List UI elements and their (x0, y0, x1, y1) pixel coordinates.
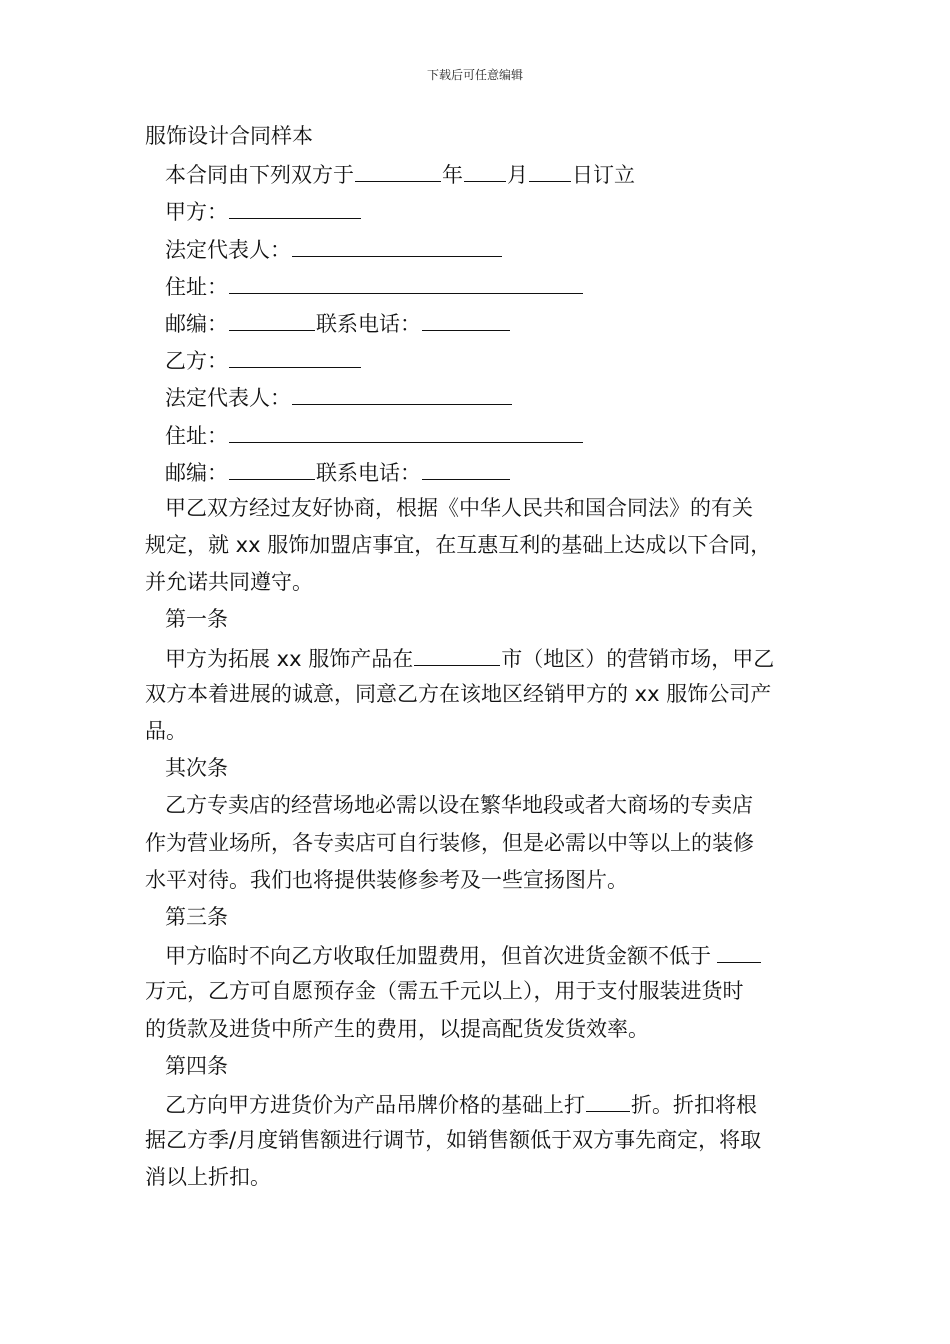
article3-line-1 (145, 936, 810, 973)
party-a-address-line (145, 267, 810, 304)
article2-line-2: 作为营业场所，各专卖店可自行装修，但是必需以中等以上的装修 (145, 830, 754, 855)
party-b-address-blank[interactable] (229, 416, 583, 443)
article4-line1-suffix: 折。折扣将根 (631, 1092, 757, 1117)
year-blank[interactable] (355, 155, 441, 182)
article2-line-1: 乙方专卖店的经营场地必需以设在繁华地段或者大商场的专卖店 (165, 793, 753, 818)
month-blank[interactable] (464, 155, 506, 182)
party-b-postcode-line (145, 453, 810, 490)
article1-line-1 (145, 639, 810, 676)
party-b-rep-line (145, 378, 810, 415)
discount-blank[interactable] (586, 1085, 630, 1112)
article1-line-3: 品。 (145, 719, 187, 743)
article4-line1-prefix: 乙方向甲方进货价为产品吊牌价格的基础上打 (165, 1092, 585, 1117)
party-a-line (145, 192, 810, 229)
page-header-note: 下载后可任意编辑 (426, 68, 523, 82)
party-a-blank[interactable] (229, 192, 361, 219)
article3-line-3: 的货款及进货中所产生的费用，以提高配货发货效率。 (145, 1016, 649, 1041)
day-blank[interactable] (529, 155, 571, 182)
party-b-phone-label: 联系电话： (316, 460, 421, 485)
intro-year: 年 (442, 163, 463, 188)
party-a-address-label: 住址： (165, 274, 228, 299)
preamble-line-3: 并允诺共同遵守。 (145, 570, 313, 595)
article3-line-2: 万元，乙方可自愿预存金（需五千元以上），用于支付服装进货时 (145, 979, 744, 1004)
intro-prefix: 本合同由下列双方于 (165, 163, 354, 188)
party-b-postcode-blank[interactable] (229, 453, 315, 480)
intro-line (145, 155, 810, 192)
preamble-line-1: 甲乙双方经过友好协商，根据《中华人民共和国合同法》的有关 (165, 495, 753, 520)
intro-month: 月 (507, 163, 528, 188)
party-b-phone-blank[interactable] (422, 453, 510, 480)
party-b-postcode-label: 邮编： (165, 460, 228, 485)
party-a-postcode-line (145, 304, 810, 341)
article1-line1-prefix: 甲方为拓展 xx 服饰产品在 (165, 646, 414, 671)
article1-line-2: 双方本着进展的诚意，同意乙方在该地区经销甲方的 xx 服饰公司产 (145, 681, 772, 706)
party-a-label: 甲方： (165, 200, 228, 225)
party-a-address-blank[interactable] (229, 267, 583, 294)
party-a-rep-label: 法定代表人： (165, 237, 291, 262)
document-title: 服饰设计合同样本 (145, 124, 313, 148)
article4-line-3: 消以上折扣。 (145, 1165, 271, 1190)
party-b-address-label: 住址： (165, 423, 228, 448)
preamble-line-2: 规定，就 xx 服饰加盟店事宜，在互惠互利的基础上达成以下合同， (145, 533, 772, 558)
article1-line1-suffix: 市（地区）的营销市场，甲乙 (501, 646, 775, 671)
city-blank[interactable] (414, 639, 500, 666)
intro-day: 日订立 (572, 163, 635, 188)
article3-heading: 第三条 (165, 904, 228, 929)
party-a-rep-blank[interactable] (292, 230, 502, 257)
party-a-phone-label: 联系电话： (316, 311, 421, 336)
amount-blank[interactable] (717, 936, 761, 963)
party-b-address-line (145, 416, 810, 453)
party-b-line (145, 341, 810, 378)
party-b-label: 乙方： (165, 349, 228, 374)
party-a-postcode-label: 邮编： (165, 311, 228, 336)
party-b-rep-blank[interactable] (292, 378, 512, 405)
article4-heading: 第四条 (165, 1053, 228, 1078)
article2-line-3: 水平对待。我们也将提供装修参考及一些宣扬图片。 (145, 867, 628, 892)
article1-heading: 第一条 (165, 607, 228, 632)
article2-heading: 其次条 (165, 756, 228, 781)
article4-line-1 (145, 1085, 810, 1122)
party-a-phone-blank[interactable] (422, 304, 510, 331)
party-b-blank[interactable] (229, 341, 361, 368)
party-a-rep-line (145, 230, 810, 267)
party-b-rep-label: 法定代表人： (165, 386, 291, 411)
article4-line-2: 据乙方季/月度销售额进行调节，如销售额低于双方事先商定，将取 (145, 1128, 762, 1153)
party-a-postcode-blank[interactable] (229, 304, 315, 331)
contract-body (145, 118, 810, 1196)
article3-line1-prefix: 甲方临时不向乙方收取任加盟费用，但首次进货金额不低于 (165, 944, 711, 969)
